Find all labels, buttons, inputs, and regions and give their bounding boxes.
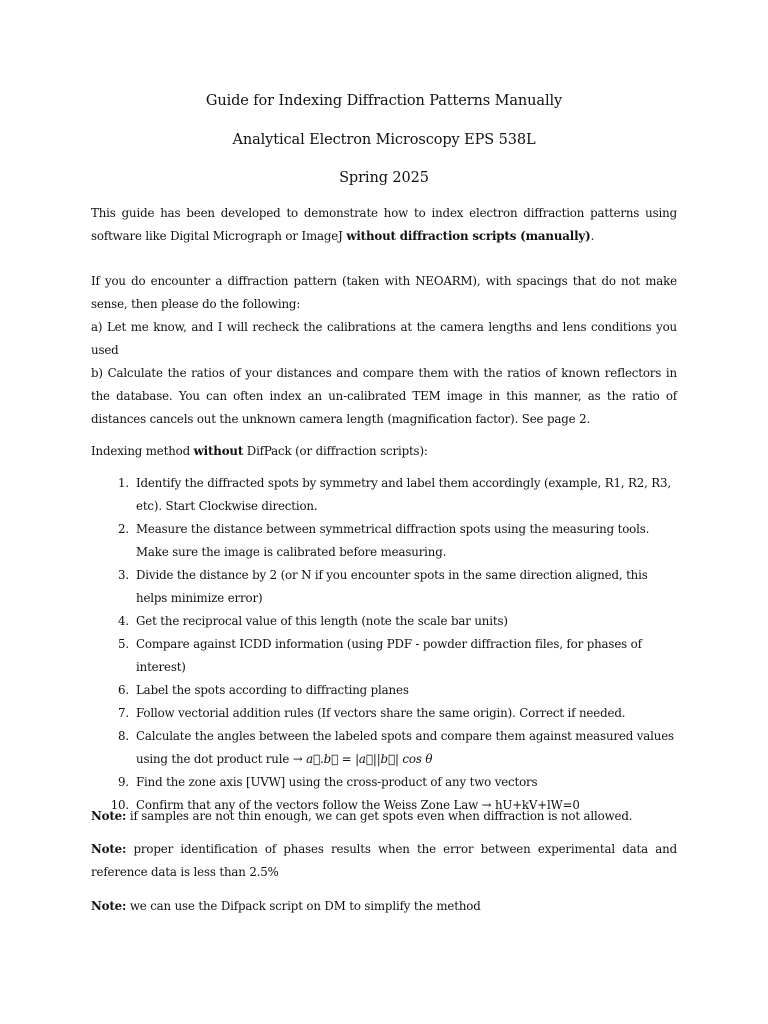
method-intro-bold: without — [193, 444, 244, 458]
note-thin-samples — [91, 805, 677, 828]
note-label: Note: — [91, 842, 127, 856]
note-text: if samples are not thin enough, we can get spots even when diffraction is not allowed. — [126, 809, 633, 823]
step-number: 2. — [118, 522, 129, 536]
note-difpack — [91, 895, 677, 918]
method-intro-text: Indexing method — [91, 444, 194, 458]
step-number: 7. — [118, 706, 129, 720]
intro-end: . — [590, 229, 595, 243]
step-number: 5. — [118, 637, 129, 651]
note-text: proper identification of phases results when the error between experimental data and reference data is less than 2.5% — [91, 842, 677, 879]
step-number: 8. — [118, 729, 129, 743]
list-item — [91, 633, 677, 679]
note-label: Note: — [91, 899, 127, 913]
intro-text: This guide has been developed to demonstrate how to index electron diffraction patterns using software like Digital Micrograph or ImageJ — [91, 206, 677, 243]
step-number: 1. — [118, 476, 129, 490]
intro-bold: without diffraction scripts (manually) — [346, 229, 591, 243]
list-item — [91, 518, 677, 564]
list-item — [91, 679, 677, 702]
step-number: 4. — [118, 614, 129, 628]
encounter-item-a: a) Let me know, and I will recheck the calibrations at the camera lengths and lens conditions you used — [91, 320, 677, 357]
step-text: Get the reciprocal value of this length (note the scale bar units) — [136, 614, 508, 628]
encounter-intro: If you do encounter a diffraction pattern (taken with NEOARM), with spacings that do not make sense, then please do the following: — [91, 274, 677, 311]
list-item — [91, 610, 677, 633]
encounter-item-b: b) Calculate the ratios of your distances and compare them with the ratios of known reflectors in the database. You can often index an un-calibrated TEM image in this manner, as the ratio of distances cancels out the unknown camera length (magnification factor). See page 2. — [91, 366, 677, 426]
method-intro — [91, 440, 677, 463]
method-intro-end: DifPack (or diffraction scripts): — [243, 444, 428, 458]
step-text: Calculate the angles between the labeled spots and compare them against measured values using the dot product rule → — [136, 729, 674, 766]
list-item — [91, 564, 677, 610]
note-label: Note: — [91, 809, 127, 823]
step-number: 9. — [118, 775, 129, 789]
intro-paragraph — [91, 202, 677, 248]
step-text: Divide the distance by 2 (or N if you encounter spots in the same direction aligned, this helps minimize error) — [136, 568, 648, 605]
step-text: Measure the distance between symmetrical diffraction spots using the measuring tools. Make sure the image is calibrated before measuring. — [136, 522, 650, 559]
step-text: Compare against ICDD information (using PDF - powder diffraction files, for phases of interest) — [136, 637, 642, 674]
document-title: Guide for Indexing Diffraction Patterns Manually — [205, 93, 563, 109]
dot-product-formula: a⃗.b⃗ = |a⃗||b⃗| cos θ — [306, 752, 433, 766]
list-item — [91, 702, 677, 725]
list-item — [91, 725, 677, 771]
step-text: Find the zone axis [UVW] using the cross-product of any two vectors — [136, 775, 538, 789]
encounter-section — [91, 270, 677, 431]
list-item — [91, 771, 677, 794]
step-number: 6. — [118, 683, 129, 697]
list-item — [91, 472, 677, 518]
step-number: 3. — [118, 568, 129, 582]
step-text: Label the spots according to diffracting planes — [136, 683, 409, 697]
course-name: Analytical Electron Microscopy EPS 538L — [232, 132, 536, 148]
method-steps — [91, 472, 677, 817]
step-text: Identify the diffracted spots by symmetry and label them accordingly (example, R1, R2, R3, etc). Start Clockwise direction. — [136, 476, 671, 513]
note-error-threshold — [91, 838, 677, 884]
step-text: Confirm that any of the vectors follow the Weiss Zone Law → hU+kV+lW=0 — [136, 798, 580, 812]
note-text: we can use the Difpack script on DM to simplify the method — [126, 899, 481, 913]
term: Spring 2025 — [339, 170, 429, 186]
step-number: 10. — [110, 798, 129, 812]
step-text: Follow vectorial addition rules (If vectors share the same origin). Correct if needed. — [136, 706, 626, 720]
